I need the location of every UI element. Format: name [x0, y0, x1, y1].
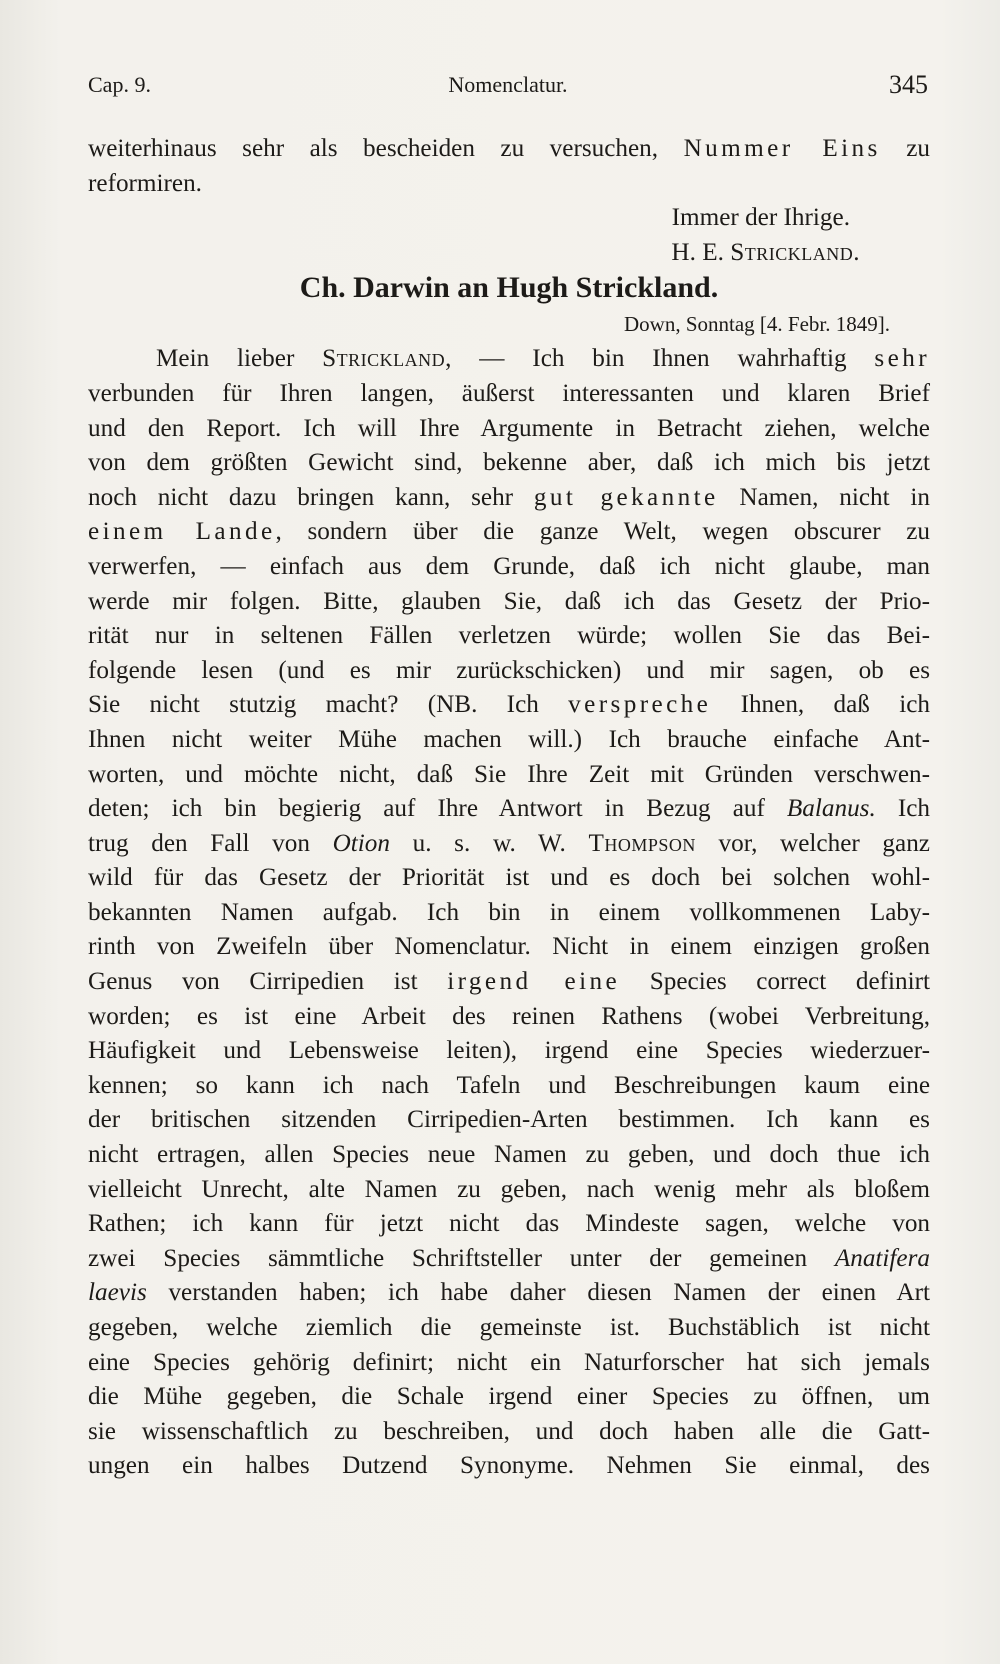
running-title: Nomenclatur.: [448, 72, 568, 97]
text-line: der britischen sitzenden Cirripedien-Arten bestimmen. Ich kann es: [88, 1106, 930, 1134]
text-line: verbunden für Ihren langen, äußerst interessanten und klaren Brief: [88, 379, 930, 407]
text-line: verwerfen, — einfach aus dem Grunde, daß ich nicht glaube, man: [88, 552, 930, 580]
letter-title: Ch. Darwin an Hugh Strickland.: [299, 271, 719, 305]
letter-dateline: Down, Sonntag [4. Febr. 1849].: [624, 312, 890, 337]
text-line: Genus von Cirripedien ist irgend eine Species correct definirt: [88, 968, 930, 996]
text-line: deten; ich bin begierig auf Ihre Antwort in Bezug auf Balanus. Ich: [88, 795, 930, 823]
letter-closing: Immer der Ihrige.: [671, 204, 850, 232]
text-line: rinth von Zweifeln über Nomenclatur. Nicht in einem einzigen großen: [88, 933, 930, 961]
text-line: vielleicht Unrecht, alte Namen zu geben, nach wenig mehr als bloßem: [88, 1175, 930, 1203]
page-body: [88, 132, 930, 1484]
text-line: zwei Species sämmtliche Schriftsteller unter der gemeinen Anatifera: [88, 1244, 930, 1272]
text-line: von dem größten Gewicht sind, bekenne aber, daß ich mich bis jetzt: [88, 449, 930, 477]
text-line: sie wissenschaftlich zu beschreiben, und doch haben alle die Gatt-: [88, 1417, 930, 1445]
text-line: gegeben, welche ziemlich die gemeinste ist. Buchstäblich ist nicht: [88, 1314, 930, 1341]
text-line: Häufigkeit und Lebensweise leiten), irgend eine Species wiederzuer-: [88, 1037, 930, 1065]
letter-signature: H. E. Strickland.: [671, 238, 860, 266]
text-line: nicht ertragen, allen Species neue Namen zu geben, und doch thue ich: [88, 1141, 930, 1169]
text-line: noch nicht dazu bringen kann, sehr gut gekannte Namen, nicht in: [88, 483, 930, 511]
page-number: 345: [889, 70, 928, 99]
text-line: rität nur in seltenen Fällen verletzen würde; wollen Sie das Bei-: [88, 622, 930, 650]
text-line: Rathen; ich kann für jetzt nicht das Mindeste sagen, welche von: [88, 1210, 930, 1238]
text-line: bekannten Namen aufgab. Ich bin in einem vollkommenen Laby-: [88, 898, 930, 926]
text-line: kennen; so kann ich nach Tafeln und Beschreibungen kaum eine: [88, 1071, 930, 1099]
text-line: worden; es ist eine Arbeit des reinen Rathens (wobei Verbreitung,: [88, 1002, 930, 1030]
text-line: Sie nicht stutzig macht? (NB. Ich verspreche Ihnen, daß ich: [88, 691, 930, 719]
text-line: eine Species gehörig definirt; nicht ein Naturforscher hat sich jemals: [88, 1348, 930, 1376]
running-header: [88, 68, 928, 102]
chapter-label: Cap. 9.: [88, 72, 151, 97]
text-line: Ihnen nicht weiter Mühe machen will.) Ich brauche einfache Ant-: [88, 725, 930, 753]
text-line: laevis verstanden haben; ich habe daher diesen Namen der einen Art: [88, 1279, 930, 1307]
text-line: trug den Fall von Otion u. s. w. W. Thompson vor, welcher ganz: [88, 829, 930, 857]
text-line: und den Report. Ich will Ihre Argumente in Betracht ziehen, welche: [88, 414, 930, 442]
text-line: folgende lesen (und es mir zurückschicken) und mir sagen, ob es: [88, 656, 930, 684]
text-line: einem Lande, sondern über die ganze Welt, wegen obscurer zu: [88, 518, 931, 546]
text-line: weiterhinaus sehr als bescheiden zu versuchen, Nummer Eins zu: [88, 135, 930, 162]
text-line: ungen ein halbes Dutzend Synonyme. Nehmen Sie einmal, des: [88, 1452, 930, 1480]
text-line: werde mir folgen. Bitte, glauben Sie, daß ich das Gesetz der Prio-: [88, 587, 930, 615]
text-line: worten, und möchte nicht, daß Sie Ihre Zeit mit Gründen verschwen-: [88, 760, 930, 788]
text-line: reformiren.: [88, 169, 202, 197]
text-line: wild für das Gesetz der Priorität ist und es doch bei solchen wohl-: [88, 864, 930, 892]
text-line: die Mühe gegeben, die Schale irgend einer Species zu öffnen, um: [88, 1383, 930, 1411]
text-line: Mein lieber Strickland, — Ich bin Ihnen wahrhaftig sehr: [156, 345, 930, 373]
